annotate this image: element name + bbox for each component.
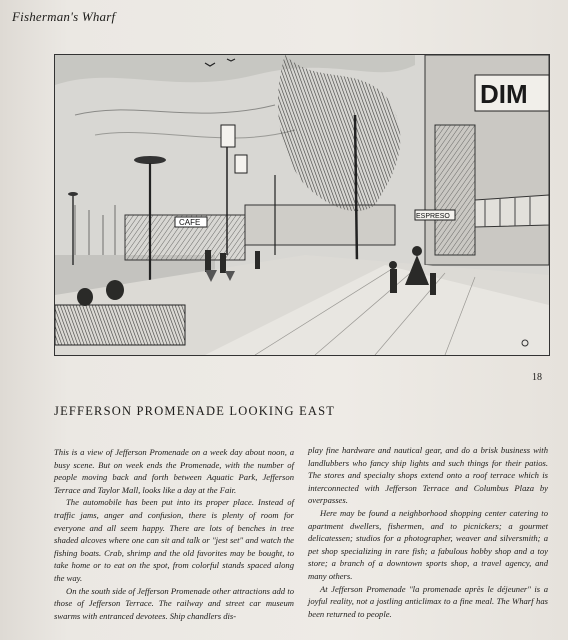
text-column-right (308, 444, 548, 620)
figure-number: 18 (532, 372, 542, 383)
sign-cafe: CAFE (179, 218, 201, 227)
paragraph: Here may be found a neighborhood shopping center catering to apartment dwellers, fishermen, and to picnickers; a gourmet delicatessen; studios for a photographer, weaver and silversmith; a pet shop specializing in rare fish; a fabulous hobby shop and a toy store; a branch of a downtown sports shop, a travel agency, and many others. (308, 507, 548, 581)
promenade-sketch (55, 55, 549, 355)
illustration-jefferson-promenade (54, 54, 550, 356)
article-heading: JEFFERSON PROMENADE LOOKING EAST (54, 404, 336, 418)
paragraph: This is a view of Jefferson Promenade on a week day about noon, a busy scene. But on week ends the Promenade, with the number of people moving back and forth between Aquatic Park, Jefferson Terrace and Taylor Mall, looks like a day at the Fair. (54, 447, 294, 495)
paragraph: At Jefferson Promenade "la promenade après le déjeuner" is a joyful reality, not a jostling anticlimax to a fine meal. The Wharf has been returned to people. (308, 583, 548, 619)
paragraph: The automobile has been put into its proper place. Instead of traffic jams, anger and confusion, there is plenty of room for everyone and all seem happy. There are lots of benches in tree shaded alcoves where one can sit and talk or "jest set" and watch the fishing boats. Crab, shrimp and the old favorites may be bought, to take home or to eat on the spot, from colorful stands spaced along the way. (54, 497, 294, 583)
text-column-left (54, 446, 294, 622)
running-head: Fisherman's Wharf (12, 9, 116, 24)
paragraph: On the south side of Jefferson Promenade other attractions add to those of Jefferson Terrace. The railway and street car museum swarms with entranced devotees. Ship chandlers dis- (54, 585, 294, 621)
sign-dim: DIM (480, 79, 528, 109)
sign-espresso: ESPRESO (416, 213, 450, 220)
paragraph: play fine hardware and nautical gear, and do a brisk business with landlubbers who fancy ship lights and such things for their patios. The stores and specialty shops extend onto a roof terrace which is interconnected with Jefferson Terrace and Columbus Plaza by overpasses. (308, 445, 548, 506)
